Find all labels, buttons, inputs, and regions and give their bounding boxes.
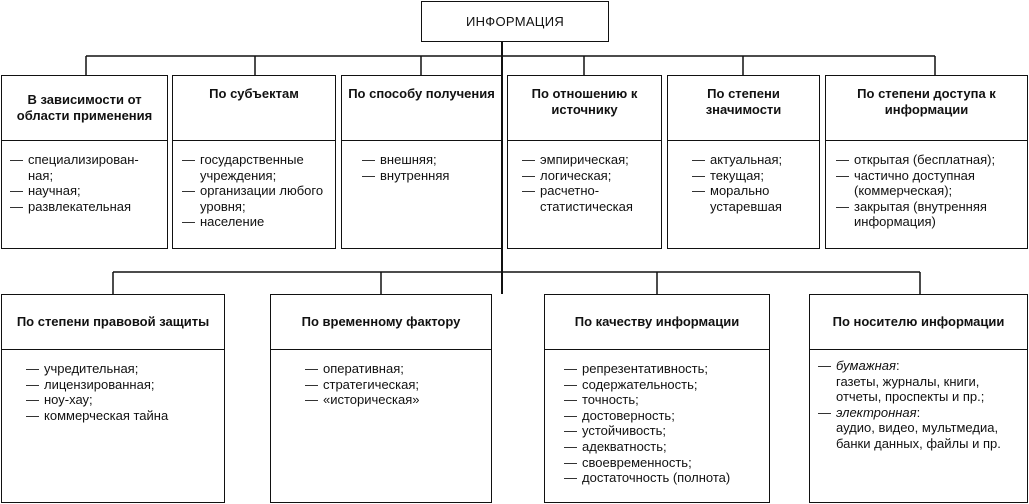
category-items: [26, 361, 222, 423]
category-title: По отношению к источнику: [508, 76, 661, 141]
list-item: — своевременность;: [564, 454, 692, 470]
category-items: [305, 361, 489, 408]
category-title: По степени доступа к информации: [826, 76, 1027, 141]
list-item: — морально устаревшая: [692, 183, 782, 214]
category-box-time-factor: [270, 294, 492, 503]
list-item: — учредительная;: [26, 361, 139, 376]
list-item: — содержательность;: [564, 376, 698, 392]
root-label: ИНФОРМАЦИЯ: [465, 14, 565, 29]
list-item: — «историческая»: [305, 392, 420, 408]
list-item: — актуальная;: [692, 152, 783, 167]
category-title: По степени значимости: [668, 76, 819, 141]
list-item: — электронная:: [818, 404, 921, 420]
category-box-application: [1, 75, 168, 249]
list-item: — государственные учреждения;: [182, 152, 304, 183]
list-item: — достаточность (полнота): [564, 470, 731, 486]
list-item: — логическая;: [522, 167, 612, 183]
list-item: — открытая (бесплатная);: [836, 152, 996, 167]
category-items: [818, 358, 1027, 452]
list-item: [818, 374, 1027, 405]
category-items: [182, 152, 332, 230]
list-item: — организации любого уровня;: [182, 183, 324, 214]
list-item: — лицензированная;: [26, 376, 155, 392]
category-title: По временному фактору: [271, 295, 491, 350]
category-box-method: [341, 75, 502, 249]
category-box-subjects: [172, 75, 336, 249]
list-item: — эмпирическая;: [522, 152, 629, 167]
list-item: — ноу-хау;: [26, 392, 93, 408]
list-item: — расчетно-статистическая: [522, 183, 633, 214]
category-items: [362, 152, 498, 183]
category-title: По субъектам: [173, 76, 335, 141]
list-item: [818, 420, 1027, 451]
category-title: По качеству информации: [545, 295, 769, 350]
category-title: По степени правовой защиты: [2, 295, 224, 350]
medium-examples: газеты, журналы, книги, отчеты, проспекты и пр.;: [836, 373, 985, 405]
list-item: — население: [182, 214, 265, 230]
category-items: [692, 152, 817, 214]
list-item: — коммерческая тайна: [26, 407, 169, 423]
medium-kind: бумажная: [836, 358, 896, 373]
list-item: — научная;: [10, 183, 81, 199]
category-title: В зависимости от области применения: [2, 76, 167, 141]
list-item: — стратегическая;: [305, 376, 420, 392]
category-box-access: [825, 75, 1028, 249]
category-title: По способу получения: [342, 76, 501, 141]
list-item: — точность;: [564, 392, 639, 408]
list-item: — репрезентативность;: [564, 361, 709, 376]
category-items: [522, 152, 659, 214]
category-items: [564, 361, 768, 486]
category-items: [836, 152, 1026, 230]
category-box-quality: [544, 294, 770, 503]
list-item: — внешняя;: [362, 152, 437, 167]
list-item: — устойчивость;: [564, 423, 667, 439]
medium-examples: аудио, видео, мультмедиа, банки данных, файлы и пр.: [836, 420, 1001, 451]
list-item: — адекватность;: [564, 438, 667, 454]
list-item: — оперативная;: [305, 361, 404, 376]
list-item: — специализирован-ная;: [10, 152, 139, 183]
list-item: — закрытая (внутренняя информация): [836, 198, 987, 230]
category-title: По носителю информации: [810, 295, 1027, 350]
list-item: — развлекательная: [10, 198, 132, 214]
list-item: — внутренняя: [362, 167, 450, 183]
list-item: — частично доступная (коммерческая);: [836, 167, 975, 199]
category-items: [10, 152, 162, 214]
list-item: — бумажная:: [818, 358, 900, 373]
root-node: [421, 1, 609, 42]
category-box-legal-protection: [1, 294, 225, 503]
list-item: — текущая;: [692, 167, 764, 183]
list-item: — достоверность;: [564, 407, 675, 423]
category-box-significance: [667, 75, 820, 249]
medium-kind: электронная: [836, 404, 917, 420]
category-box-source: [507, 75, 662, 249]
category-box-medium: [809, 294, 1028, 503]
